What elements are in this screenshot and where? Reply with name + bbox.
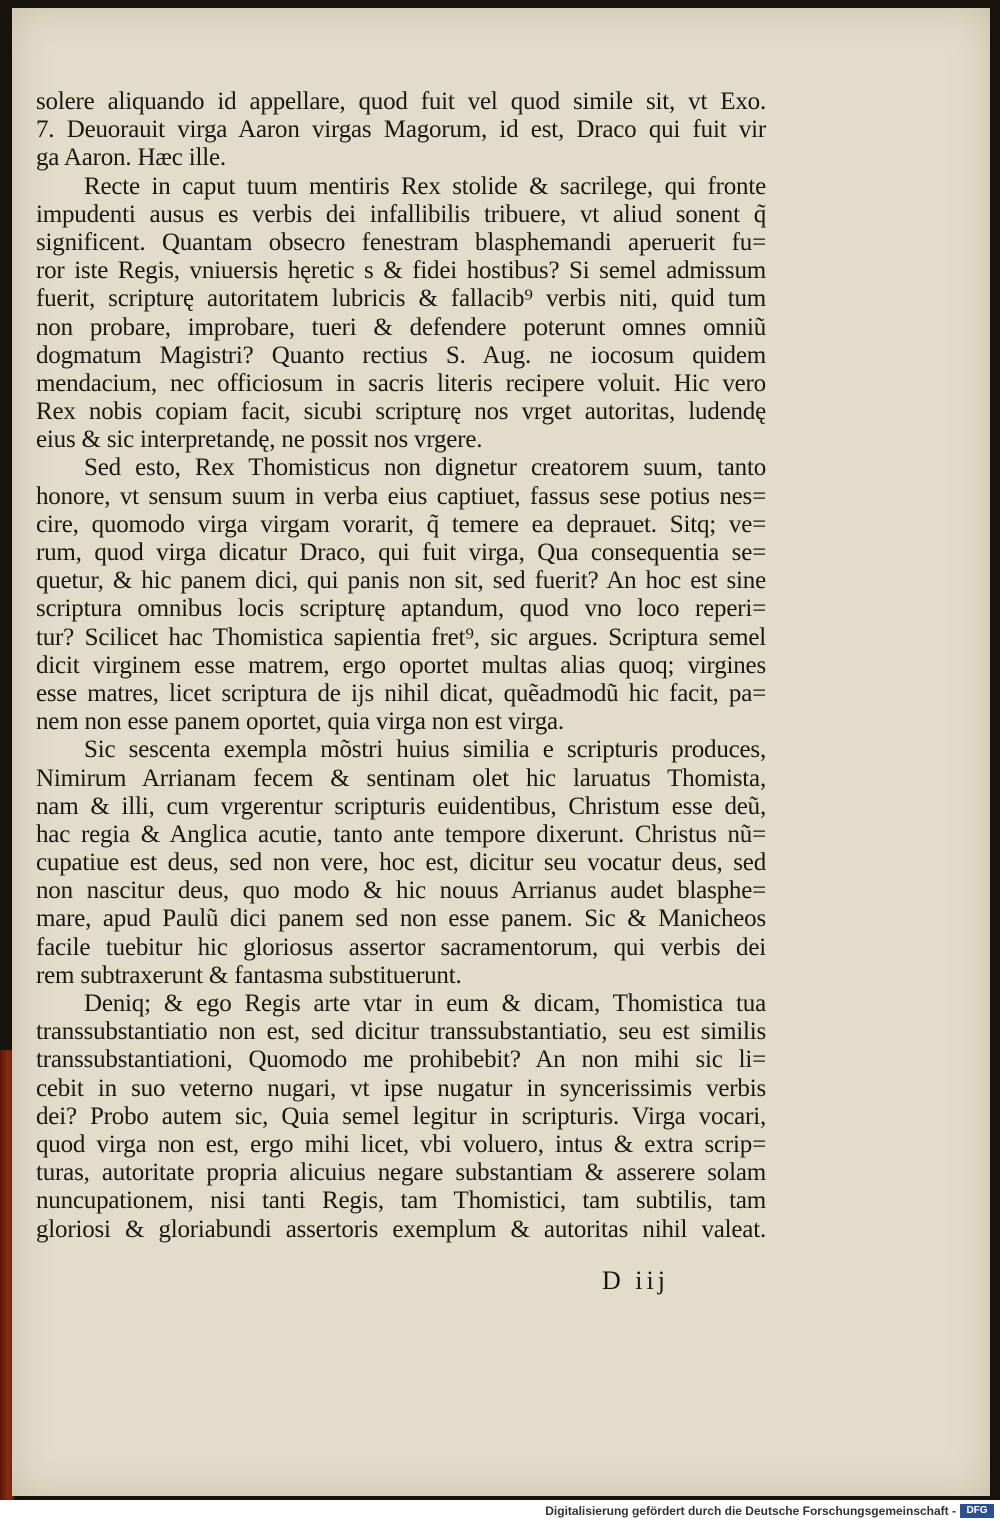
text-line: nem non esse panem oportet, quia virga non est virga.	[36, 708, 564, 736]
text-line: gloriosi & gloriabundi assertoris exemplum & autoritas nihil valeat.	[36, 1215, 766, 1243]
dfg-logo-icon: DFG	[960, 1504, 994, 1518]
text-line: quod virga non est, ergo mihi licet, vbi voluero, intus & extra scrip=	[36, 1130, 766, 1158]
text-line: hac regia & Anglica acutie, tanto ante tempore dixerunt. Christus nũ=	[36, 820, 766, 848]
text-line: Rex nobis copiam facit, sicubi scripturę nos vrget autoritas, ludendę	[36, 398, 766, 426]
text-line: transsubstantiatio non est, sed dicitur transsubstantiatio, seu est similis	[36, 1018, 766, 1046]
text-line: fuerit, scripturę autoritatem lubricis & fallacib⁹ verbis niti, quid tum	[36, 285, 766, 313]
text-line: non probare, improbare, tueri & defendere poterunt omnes omniũ	[36, 313, 766, 341]
text-line: transsubstantiationi, Quomodo me prohibebit? An non mihi sic li=	[36, 1046, 766, 1074]
footer	[0, 1500, 1000, 1523]
text-line: 7. Deuorauit virga Aaron virgas Magorum, id est, Draco qui fuit vir	[36, 116, 766, 144]
text-line: rem subtraxerunt & fantasma substituerunt.	[36, 961, 462, 989]
text-line: solere aliquando id appellare, quod fuit vel quod simile sit, vt Exo.	[36, 88, 766, 115]
text-line: nuncupationem, nisi tanti Regis, tam Thomistici, tam subtilis, tam	[36, 1187, 766, 1215]
text-line: cebit in suo veterno nugari, vt ipse nugatur in syncerissimis verbis	[36, 1074, 766, 1102]
text-line: dogmatum Magistri? Quanto rectius S. Aug. ne iocosum quidem	[36, 341, 766, 369]
text-line: cire, quomodo virga virgam vorarit, q̃ temere ea deprauet. Sitq; ve=	[36, 510, 766, 538]
text-line: facile tuebitur hic gloriosus assertor sacramentorum, qui verbis dei	[36, 933, 766, 961]
text-line: dicit virginem esse matrem, ergo oportet multas alias quoq; virgines	[36, 651, 766, 679]
text-line: scriptura omnibus locis scripturę aptandum, quod vno loco reperi=	[36, 595, 766, 623]
signature-mark: D iij	[602, 1266, 669, 1295]
page-text	[36, 88, 766, 1244]
book-page	[12, 8, 990, 1496]
text-line: turas, autoritate propria alicuius negare substantiam & asserere solam	[36, 1159, 766, 1187]
text-line: eius & sic interpretandę, ne possit nos vrgere.	[36, 426, 483, 454]
text-line: quetur, & hic panem dici, qui panis non sit, sed fuerit? An hoc est sine	[36, 567, 766, 595]
text-line: esse matres, licet scriptura de ijs nihil dicat, quẽadmodũ hic facit, pa=	[36, 679, 766, 707]
text-line: cupatiue est deus, sed non vere, hoc est, dicitur seu vocatur deus, sed	[36, 849, 766, 877]
text-line: dei? Probo autem sic, Quia semel legitur in scripturis. Virga vocari,	[36, 1102, 766, 1130]
text-line: mendacium, nec officiosum in sacris literis recipere voluit. Hic vero	[36, 369, 766, 397]
text-line: nam & illi, cum vrgerentur scripturis euidentibus, Christum esse deũ,	[36, 792, 766, 820]
text-line: ga Aaron. Hæc ille.	[36, 144, 226, 172]
text-line: Recte in caput tuum mentiris Rex stolide & sacrilege, qui fronte	[84, 172, 766, 200]
funding-credit: Digitalisierung gefördert durch die Deutsche Forschungsgemeinschaft -	[545, 1504, 956, 1518]
text-line: impudenti ausus es verbis dei infallibilis tribuere, vt aliud sonent q̃	[36, 200, 766, 228]
text-line: Sic sescenta exempla mõstri huius similia e scripturis produces,	[84, 736, 766, 764]
text-line: mare, apud Paulũ dici panem sed non esse panem. Sic & Manicheos	[36, 905, 766, 933]
text-line: honore, vt sensum suum in verba eius captiuet, fassus sese potius nes=	[36, 482, 766, 510]
text-line: ror iste Regis, vniuersis hęretic s & fidei hostibus? Si semel admissum	[36, 257, 766, 285]
text-line: significent. Quantam obsecro fenestram blasphemandi aperuerit fu=	[36, 228, 766, 256]
text-line: Sed esto, Rex Thomisticus non dignetur creatorem suum, tanto	[84, 454, 766, 482]
text-line: Deniq; & ego Regis arte vtar in eum & dicam, Thomistica tua	[84, 990, 766, 1017]
text-line: non nascitur deus, quo modo & hic nouus Arrianus audet blasphe=	[36, 877, 766, 905]
text-line: rum, quod virga dicatur Draco, qui fuit virga, Qua consequentia se=	[36, 539, 766, 566]
text-line: Nimirum Arrianam fecem & sentinam olet hic laruatus Thomista,	[36, 764, 766, 792]
text-line: tur? Scilicet hac Thomistica sapientia fret⁹, sic argues. Scriptura semel	[36, 623, 766, 651]
